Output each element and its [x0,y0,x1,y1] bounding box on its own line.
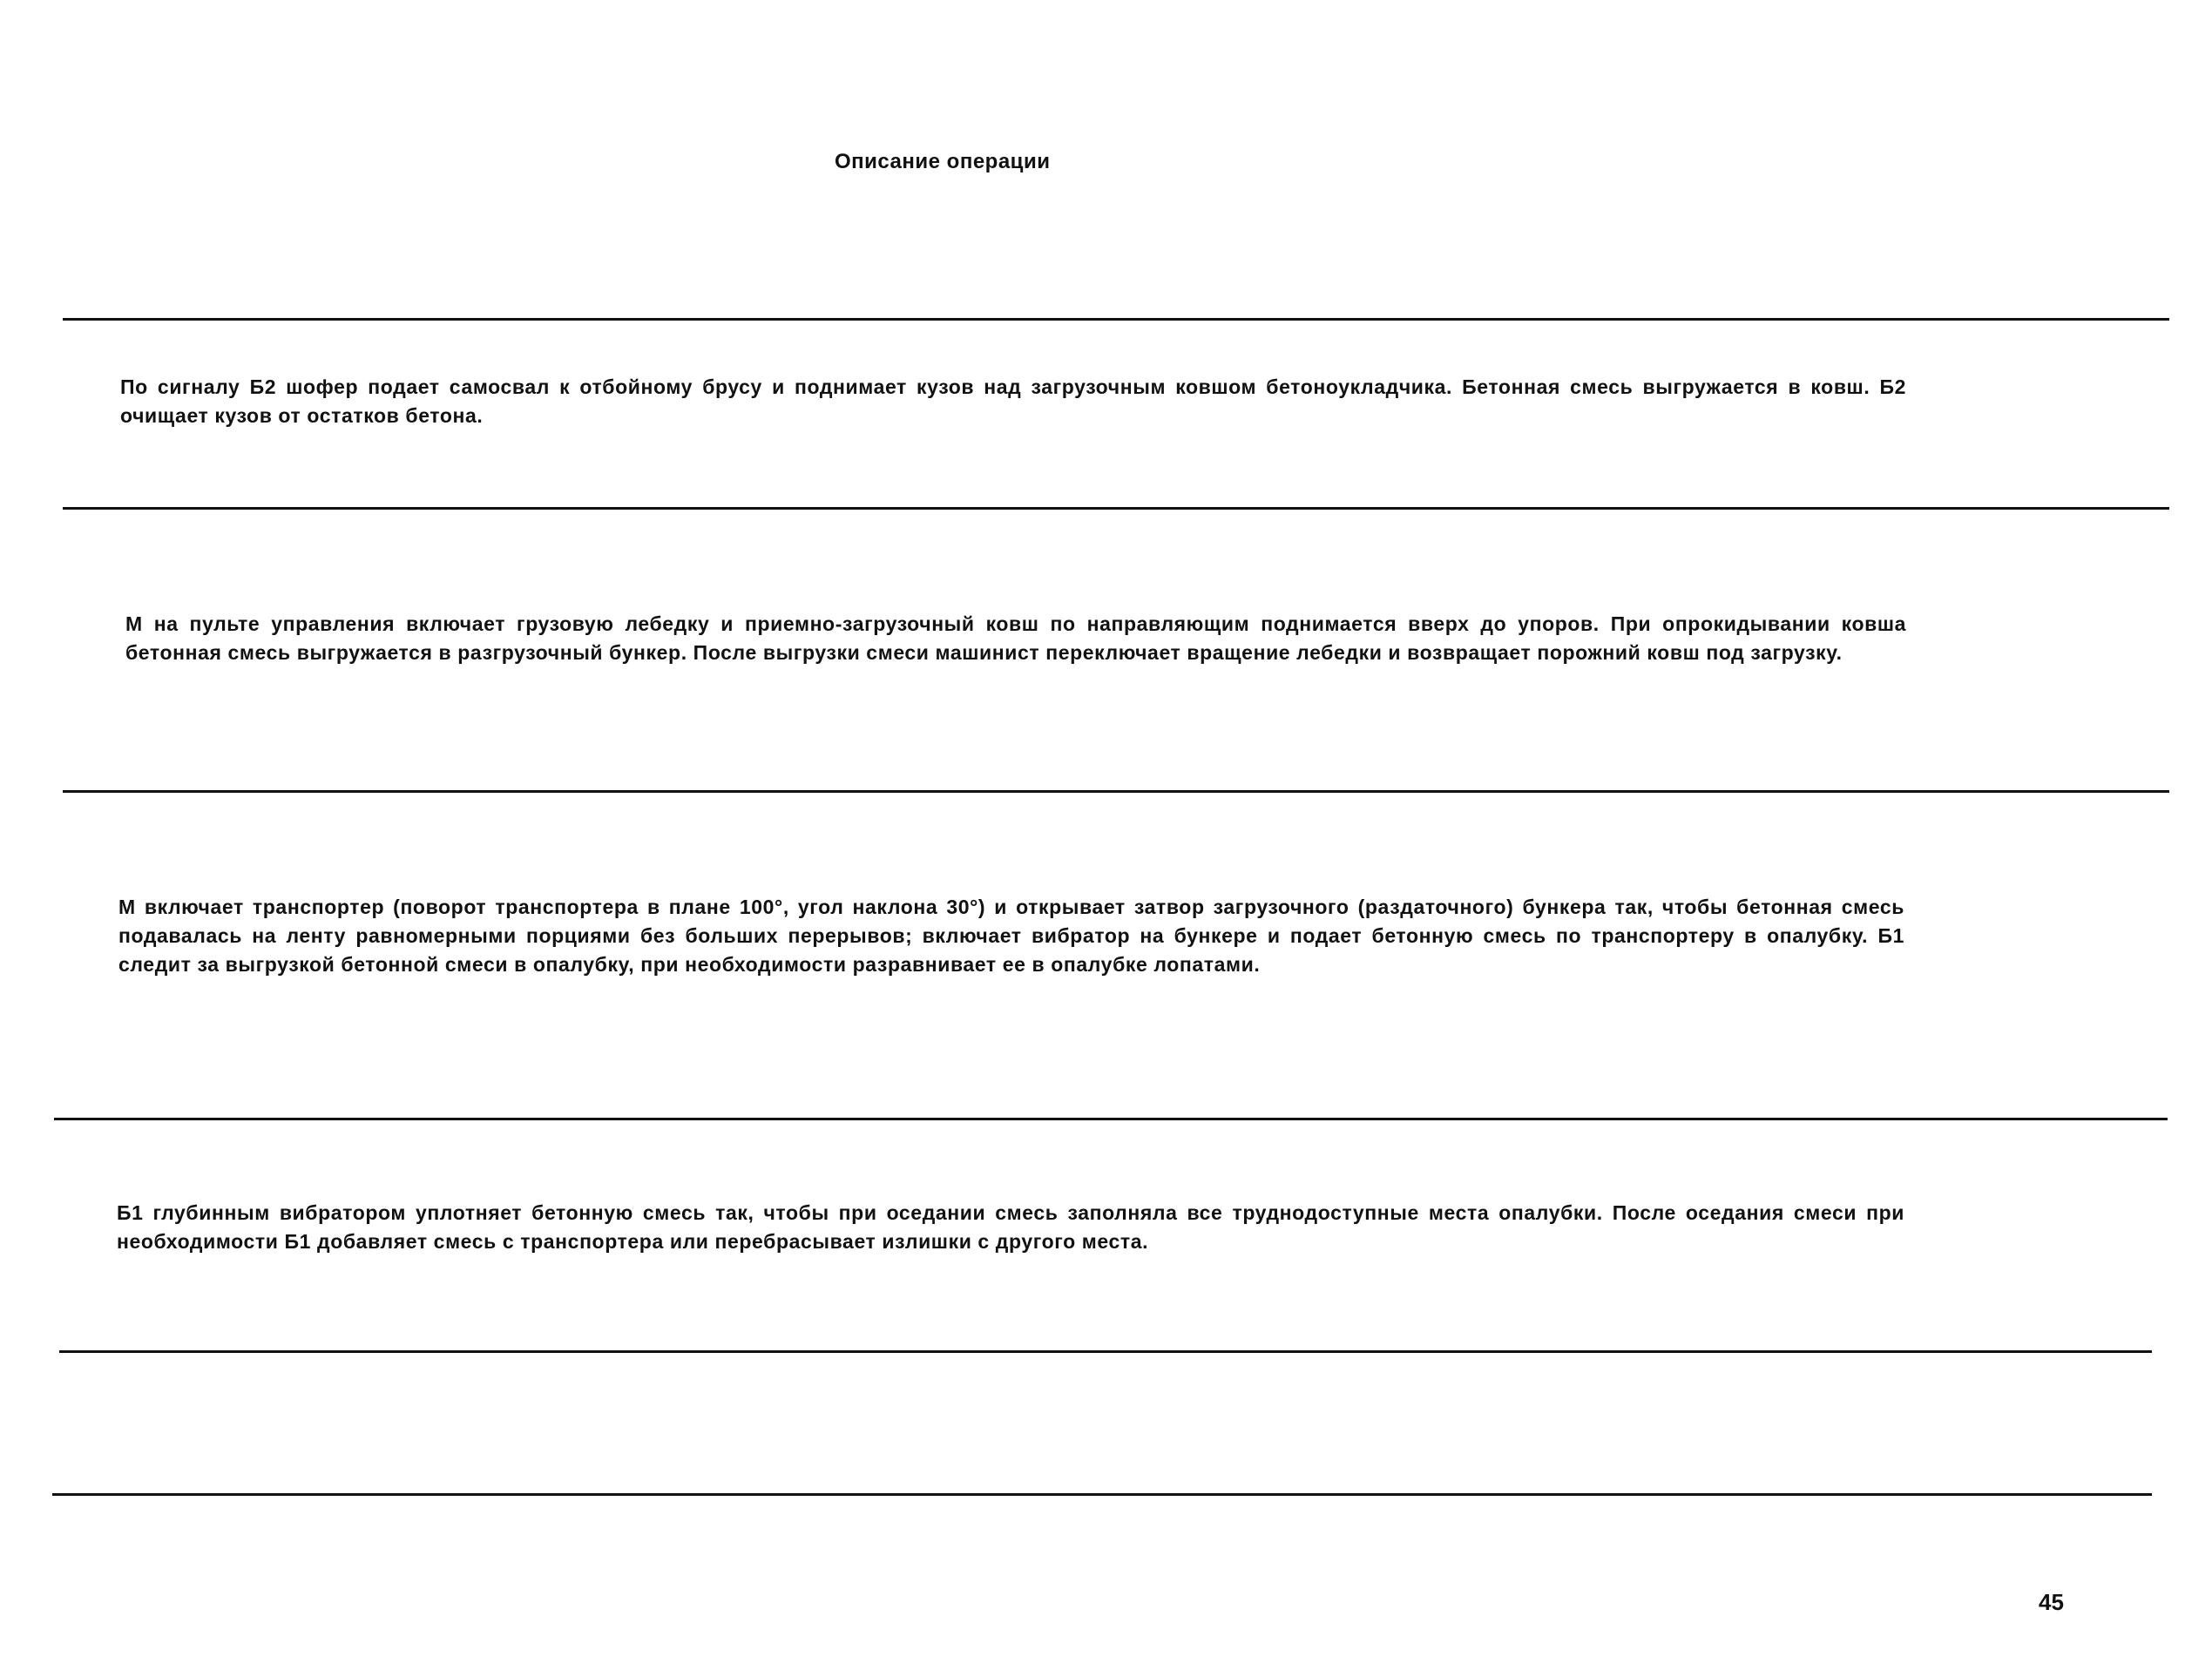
section-heading: Описание операции [835,150,1051,173]
operation-step-text: По сигналу Б2 шофер подает самосвал к отбойному брусу и поднимает кузов над загрузочным ковшом бетоноукладчика. Бетонная смесь выгружается в ковш. Б2 очищает кузов от остатков бетона. [120,375,1906,427]
operation-step-text: Б1 глубинным вибратором уплотняет бетонную смесь так, чтобы при оседании смесь заполняла все труднодоступные места опалубки. После оседания смеси при необходимости Б1 добавляет смесь с транспортера или перебрасывает излишки с другого места. [117,1201,1904,1253]
operation-step-4 [117,1199,1904,1256]
operation-step-3 [118,893,1904,979]
divider-line [63,507,2169,510]
divider-line [52,1493,2152,1496]
page-number: 45 [2039,1589,2064,1615]
divider-line [63,318,2169,321]
operation-step-text: М включает транспортер (поворот транспортера в плане 100°, угол наклона 30°) и открывает затвор загрузочного (раздаточного) бункера так, чтобы бетонная смесь подавалась на ленту равномерными порциями без больших перерывов; включает вибратор на бункере и подает бетонную смесь по транспортеру в опалубку. Б1 следит за выгрузкой бетонной смеси в опалубку, при необходимости разравнивает ее в опалубке лопатами. [118,896,1904,976]
divider-line [63,790,2169,793]
operation-step-2 [125,610,1906,667]
divider-line [59,1350,2152,1353]
divider-line [54,1118,2168,1120]
operation-step-1 [120,373,1906,430]
operation-step-text: М на пульте управления включает грузовую лебедку и приемно-загрузочный ковш по направляющим поднимается вверх до упоров. При опрокидывании ковша бетонная смесь выгружается в разгрузочный бункер. После выгрузки смеси машинист переключает вращение лебедки и возвращает порожний ковш под загрузку. [125,612,1906,664]
